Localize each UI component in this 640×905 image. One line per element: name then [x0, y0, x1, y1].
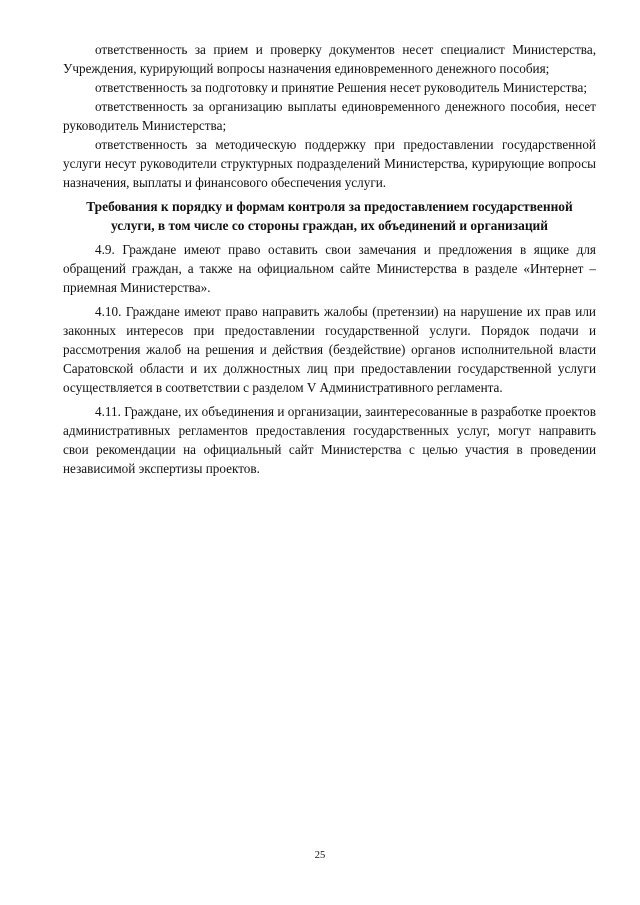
clause-4-10: 4.10. Граждане имеют право направить жалобы (претензии) на нарушение их прав или законных интересов при предоставлении государственной услуги. Порядок подачи и рассмотрения жалоб на решения и действия (бездействие) органов исполнительной власти Саратовской области и их должностных лиц при предоставлении государственной услуги осуществляется в соответствии с разделом V Административного регламента. — [63, 304, 596, 395]
responsibility-paragraph: ответственность за организацию выплаты единовременного денежного пособия, несет руководитель Министерства; — [63, 99, 596, 133]
clause-4-9: 4.9. Граждане имеют право оставить свои замечания и предложения в ящике для обращений граждан, а также на официальном сайте Министерства в разделе «Интернет – приемная Министерства». — [63, 242, 596, 295]
section-heading: Требования к порядку и формам контроля за предоставлением государственной услуги, в том числе со стороны граждан, их объединений и организаций — [86, 199, 573, 233]
page-number: 25 — [314, 850, 326, 861]
responsibility-paragraph: ответственность за методическую поддержку при предоставлении государственной услуги несут руководители структурных подразделений Министерства, курирующие вопросы назначения, выплаты и финансового обеспечения услуги. — [63, 137, 596, 190]
clause-4-11: 4.11. Граждане, их объединения и организации, заинтересованные в разработке проектов административных регламентов предоставления государственных услуг, могут направить свои рекомендации на официальный сайт Министерства с целью участия в проведении независимой экспертизы проектов. — [63, 404, 596, 476]
responsibility-paragraph: ответственность за подготовку и принятие Решения несет руководитель Министерства; — [95, 80, 587, 95]
document-page — [63, 40, 596, 478]
responsibility-paragraph: ответственность за прием и проверку документов несет специалист Министерства, Учреждения, курирующий вопросы назначения единовременного денежного пособия; — [63, 42, 596, 76]
